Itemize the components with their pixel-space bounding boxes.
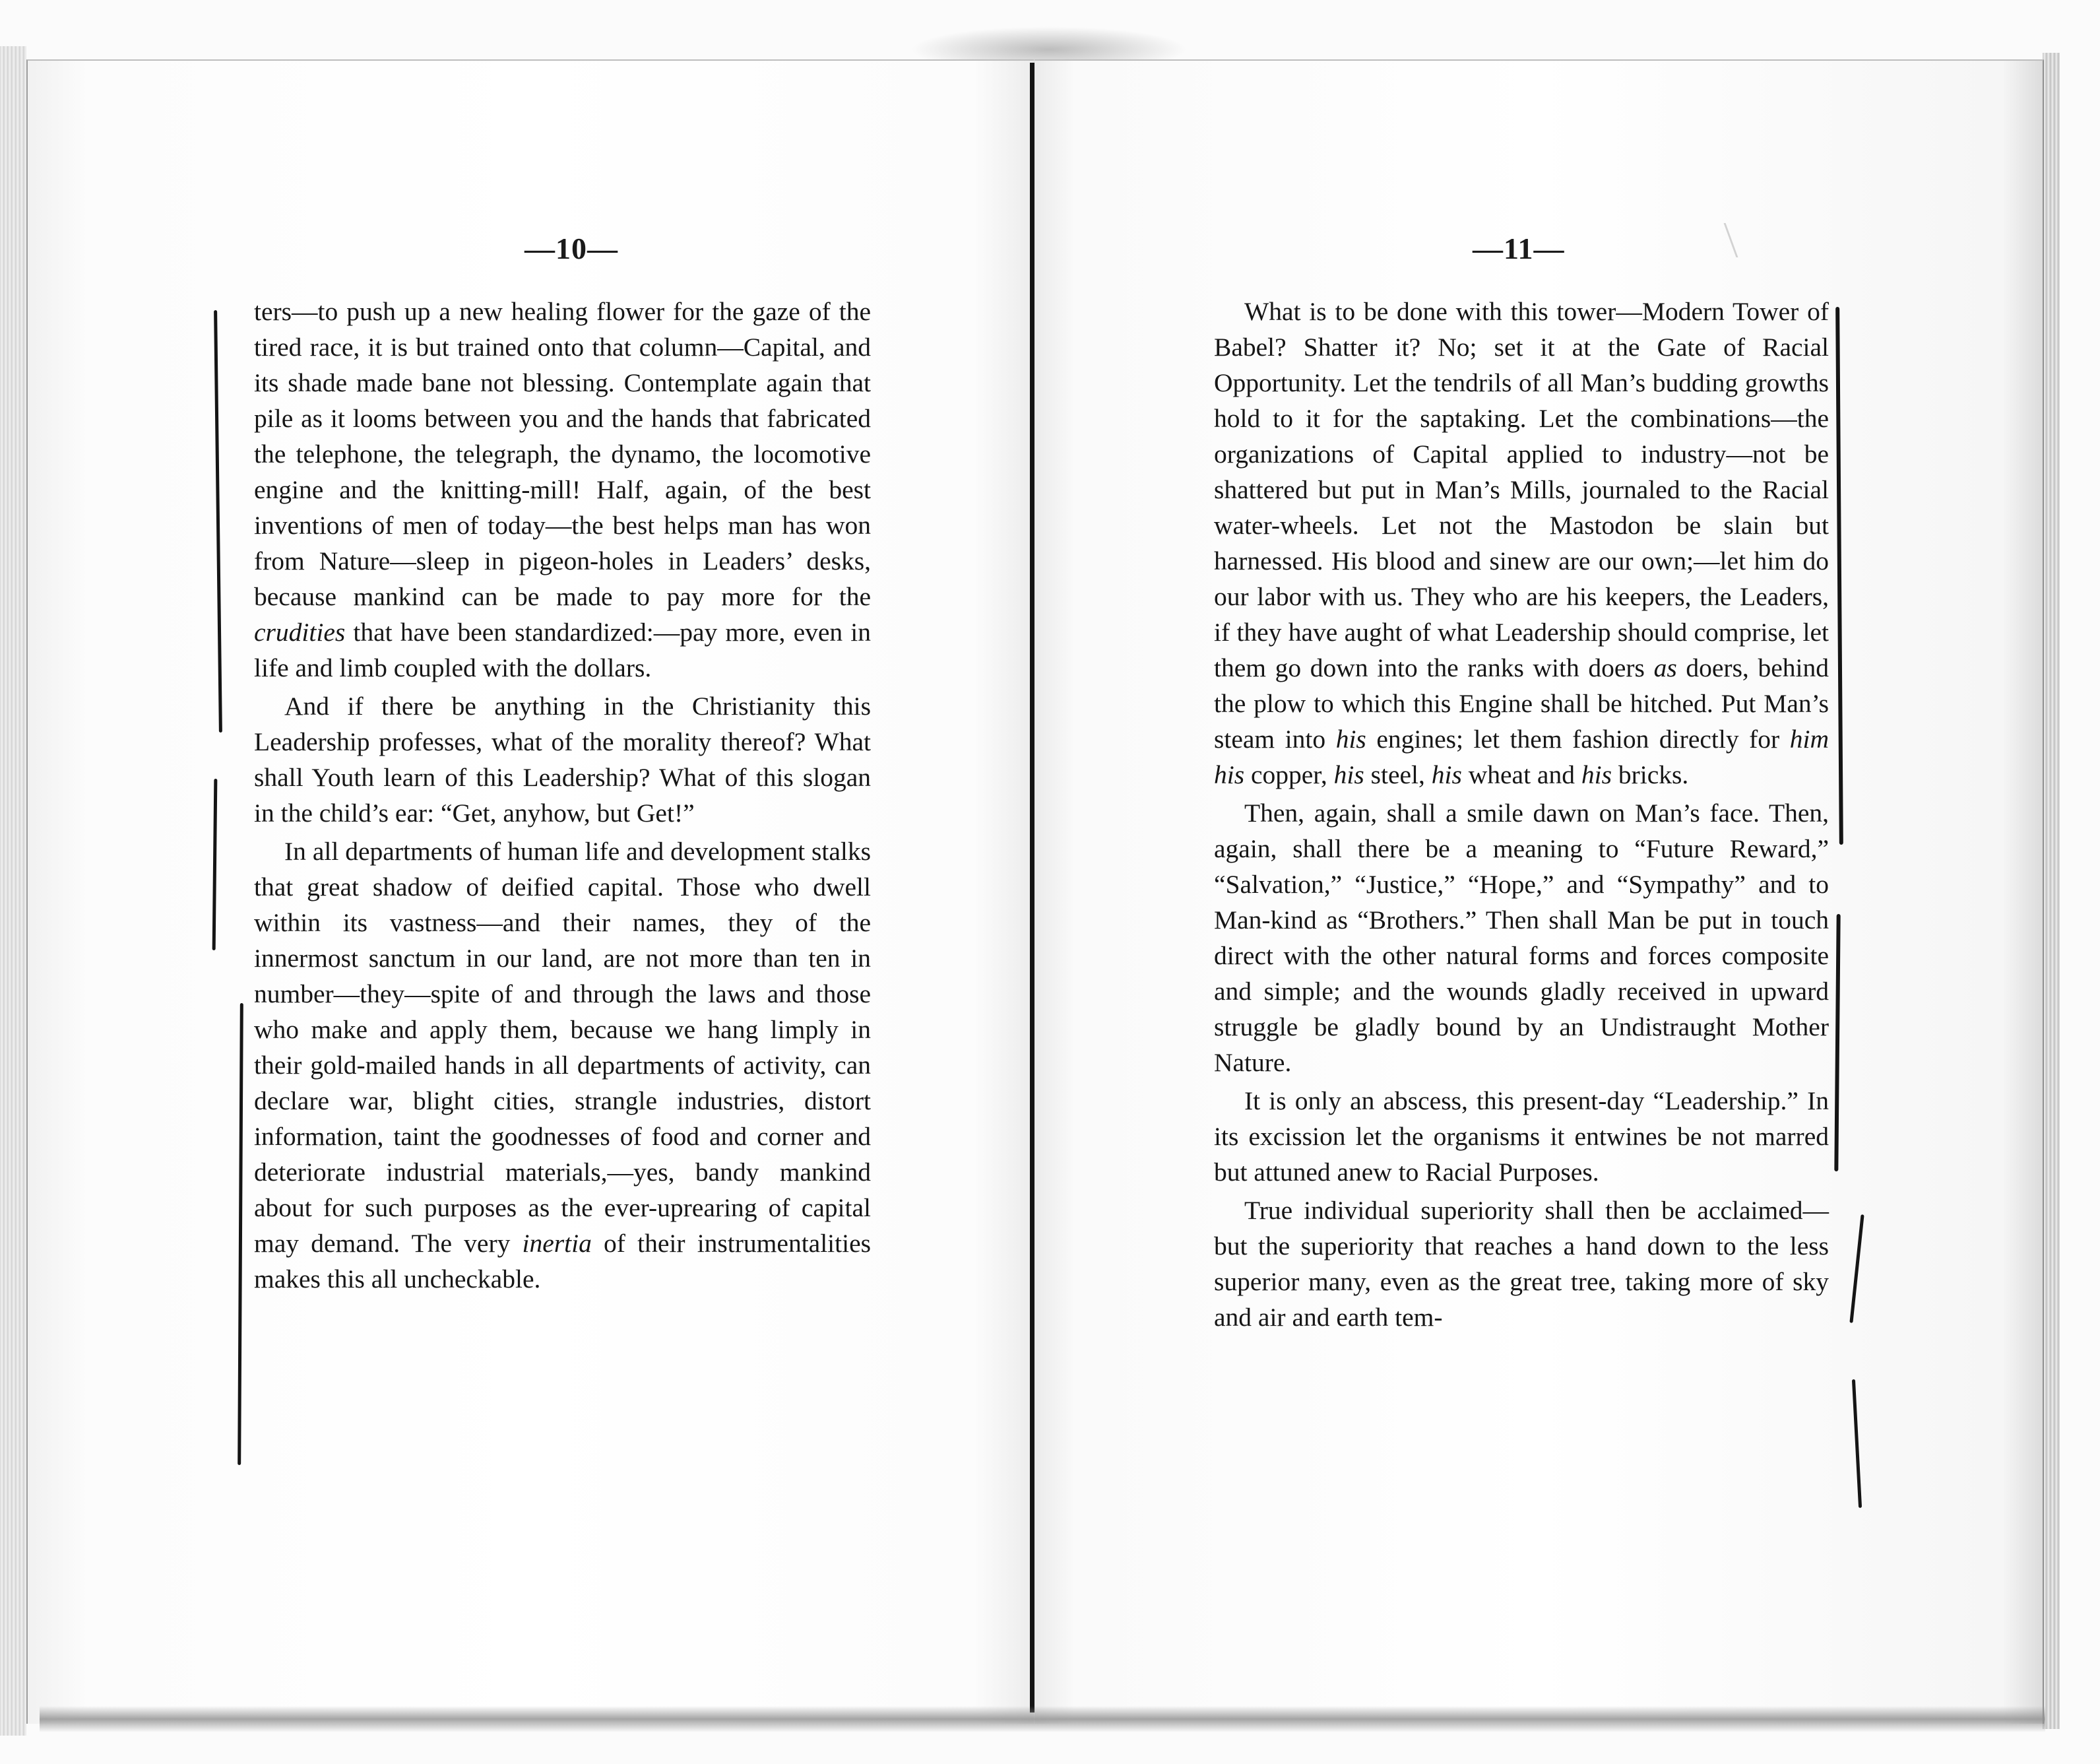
text-run: In all departments of human life and development stalks that great shadow of deified capital. Those who dwell within its vastness—and their names, they of the innermost sanctum in our land, are not more than ten in number—they—spite of and through the laws and those who make and apply them, because we hang limply in their gold-mailed hands in all departments of activity, can declare war, blight cities, strangle industries, distort information, taint the goodnesses of food and corner and deteriorate industrial materials,—yes, bandy mankind about for such purposes as the ever-uprearing of capital may demand. The very [254,837,871,1258]
italic-run: inertia [522,1229,592,1258]
left-page-text [254,294,871,1299]
text-run: Then, again, shall a smile dawn on Man’s face. Then, again, shall there be a meaning to “Future Reward,” “Salvation,” “Justice,” “Hope,” and “Sympathy” and to Man-kind as “Brothers.” Then shall Man be put in touch direct with the other natural forms and forces composite and simple; and the wounds gladly received in upward struggle be gladly bound by an Undistraught Mother Nature. [1214,799,1829,1077]
italic-run: his [1333,760,1364,789]
italic-run: his [1335,725,1366,754]
italic-run: his [1581,760,1612,789]
bottom-shadow [40,1706,2045,1732]
text-run: It is only an abscess, this present-day “Leadership.” In its excission let the organisms it entwines be not marred but attuned anew to Racial Purposes. [1214,1086,1829,1187]
text-run: And if there be anything in the Christianity this Leadership professes, what of the morality thereof? What shall Youth learn of this Leadership? What of this slogan in the child’s ear: “Get, anyhow, but Get!” [254,692,871,828]
right-page-edges [2043,53,2060,1729]
paragraph [254,833,871,1297]
text-run: copper, [1244,760,1334,789]
left-page-edges [0,46,26,1736]
text-run: True individual superiority shall then be acclaimed—but the superiority that reaches a hand down to the less superior many, even as the great tree, taking more of sky and air and earth tem- [1214,1196,1829,1332]
text-run: ters—to push up a new healing flower for the gaze of the tired race, it is but trained onto that column—Capital, and its shade made bane not blessing. Contemplate again that pile as it looms between you and the hands that fabricated the telephone, the telegraph, the dynamo, the locomotive engine and the knitting-mill! Half, again, of the best inventions of men of today—the best helps man has won from Nature—sleep in pigeon-holes in Leaders’ desks, because mankind can be made to pay more for the [254,297,871,611]
italic-run: as [1653,653,1677,682]
paragraph [1214,795,1829,1080]
right-page-number: —11— [1473,232,1565,265]
paragraph [1214,1083,1829,1190]
text-run: What is to be done with this tower—Modern Tower of Babel? Shatter it? No; set it at the Gate of Racial Opportunity. Let the tendrils of all Man’s budding growths hold to it for the saptaking. Let the combinations—the organizations of Capital applied to industry—not be shattered but put in Man’s Mills, journaled to the Racial water-wheels. Let not the Mastodon be slain but harnessed. His blood and sinew are our own;—let him do our labor with us. They who are his keepers, the Leaders, if they have aught of what Leadership should comprise, let them go down into the ranks with doers [1214,297,1829,682]
italic-run: him his [1214,725,1829,789]
right-page-text [1214,294,1829,1338]
text-run: engines; let them fashion directly for [1366,725,1790,754]
paragraph [254,688,871,831]
text-run: bricks. [1611,760,1689,789]
book-spine [1030,63,1034,1713]
text-run: doers, behind the plow to which this Engine shall be hitched. Put Man’s steam into [1214,653,1829,754]
paragraph [1214,1192,1829,1335]
italic-run: his [1431,760,1462,789]
text-run: of their instrumentalities makes this all uncheckable. [254,1229,872,1293]
italic-run: crudities [254,618,346,647]
text-run: steel, [1364,760,1432,789]
text-run: wheat and [1461,760,1581,789]
text-run: that have been standardized:—pay more, even in life and limb coupled with the dollars. [254,618,871,682]
paragraph [1214,294,1829,793]
paragraph [254,294,871,686]
left-page-number: —10— [525,232,618,265]
